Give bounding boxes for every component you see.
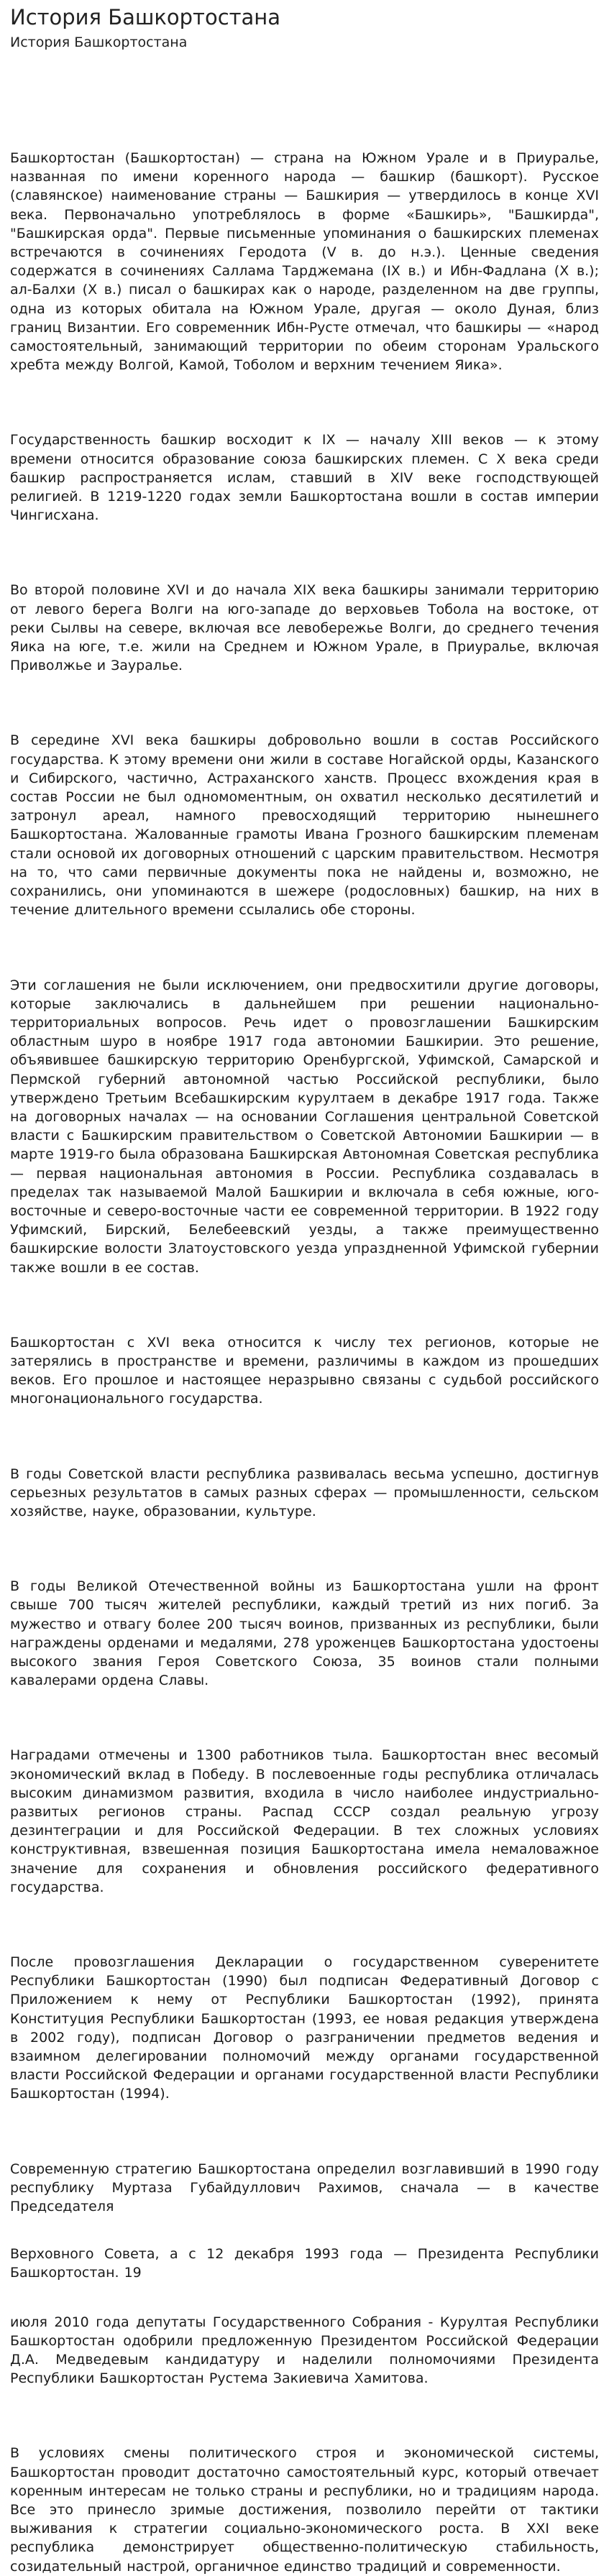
page-title: История Башкортостана xyxy=(10,5,281,29)
paragraph-strategy: Современную стратегию Башкортостана определил возглавивший в 1990 году республику Муртаза Губайдуллович Рахимов, сначала — в качестве Председателя xyxy=(10,2161,599,2215)
paragraph-soviet-period: В годы Советской власти республика развивалась весьма успешно, достигнув серьезных результатов в самых разных сферах — промышленности, сельском хозяйстве, науке, образовании, культуре. xyxy=(10,1466,599,1519)
paragraph-autonomy: Эти соглашения не были исключением, они предвосхитили другие договоры, которые заключались в дальнейшем при решении национально-территориальных вопросов. Речь идет о провозглашении Башкирским областным шуро в ноябре 1917 года автономии Башкирии. Это решение, объявившее башкирскую территорию Оренбургской, Уфимской, Самарской и Пермской губерний автономной частью Российской республики, было утверждено Третьим Всебашкирским курултаем в декабре 1917 года. Также на договорных началах — на основании Соглашения центральной Советской власти с Башкирским правительством о Советской Автономии Башкирии — в марте 1919-го была образована Башкирская Автономная Советская республика — первая национальная автономия в России. Республика создавалась в пределах так называемой Малой Башкирии и включала в себя южные, юго-восточные и северо-восточные части ее современной территории. В 1922 году Уфимский, Бирский, Белебеевский уезды, а также преимущественно башкирские волости Златоустовского уезда упраздненной Уфимской губернии также вошли в ее состав. xyxy=(10,977,599,1276)
paragraph-intro: Башкортостан (Башкортостан) — страна на Южном Урале и в Приуралье, названная по имени коренного народа — башкир (башкорт). Русское (славянское) наименование страны — Башкирия — утвердилось в конце XVI века. Первоначально употреблялось в форме «Башкирь», "Башкирда", "Башкирская орда". Первые письменные упоминания о башкирских племенах встречаются в сочинениях Геродота (V в. до н.э.). Ценные сведения содержатся в сочинениях Саллама Тарджемана (IX в.) и Ибн-Фадлана (X в.); ал-Балхи (X в.) писал о башкирах как о народе, разделенном на две группы, одна из которых обитала на Южном Урале, другая — около Дуная, близ границ Византии. Его современник Ибн-Русте отмечал, что башкиры — «народ самостоятельный, занимающий территории по обеим сторонам Уральского хребта между Волгой, Камой, Тоболом и верхним течением Яика». xyxy=(10,150,599,374)
page-subtitle: История Башкортостана xyxy=(10,34,188,50)
paragraph-president: Верховного Совета, а с 12 декабря 1993 года — Президента Республики Башкортостан. 19 xyxy=(10,2246,599,2281)
paragraph-joining-russia: В середине XVI века башкиры добровольно вошли в состав Российского государства. К этому времени они жили в составе Ногайской орды, Казанского и Сибирского, частично, Астраханского ханств. Процесс вхождения края в состав России не был одномоментным, он охватил несколько десятилетий и затронул ареал, намного превосходящий территорию нынешнего Башкортостана. Жалованные грамоты Ивана Грозного башкирским племенам стали основой их договорных отношений с царским правительством. Несмотря на то, что сами первичные документы пока не найдены и, возможно, не сохранились, они упоминаются в шежере (родословных) башкир, на них в течение длительного времени ссылались обе стороны. xyxy=(10,732,599,919)
paragraph-2010: июля 2010 года депутаты Государственного Собрания - Курултая Республики Башкортостан одобрили предложенную Президентом Российской Федерации Д.А. Медведевым кандидатуру и наделили полномочиями Президента Республики Башкортостан Рустема Закиевича Хамитова. xyxy=(10,2314,599,2387)
paragraph-territory: Во второй половине XVI и до начала XIX века башкиры занимали территорию от левого берега Волги на юго-западе до верховьев Тобола на востоке, от реки Сылвы на севере, включая все левобережье Волги, до среднего течения Яика на юге, т.е. жили на Среднем и Южном Урале, в Приуралье, включая Приволжье и Зауралье. xyxy=(10,582,599,674)
paragraph-statehood: Государственность башкир восходит к IX — началу XIII веков — к этому времени относится образование союза башкирских племен. С X века среди башкир распространяется ислам, ставший в XIV веке господствующей религией. В 1219-1220 годах земли Башкортостана вошли в состав империи Чингисхана. xyxy=(10,432,599,524)
paragraph-great-patriotic-war: В годы Великой Отечественной войны из Башкортостана ушли на фронт свыше 700 тысяч жителей республики, каждый третий из них погиб. За мужество и отвагу более 200 тысяч воинов, призванных из республики, были награждены орденами и медалями, 278 уроженцев Башкортостана удостоены высокого звания Героя Советского Союза, 35 воинов стали полными кавалерами ордена Славы. xyxy=(10,1578,599,1689)
paragraph-history-continuity: Башкортостан с XVI века относится к числу тех регионов, которые не затерялись в пространстве и времени, различимы в каждом из прошедших веков. Его прошлое и настоящее неразрывно связаны с судьбой российского многонационального государства. xyxy=(10,1334,599,1407)
paragraph-modern-course: В условиях смены политического строя и экономической системы, Башкортостан проводит достаточно самостоятельный курс, который отвечает коренным интересам не только страны и республики, но и традициям народа. Все это принесло зримые достижения, позволило перейти от тактики выживания к стратегии социально-экономического роста. В XXI веке республика демонстрирует общественно-политическую стабильность, созидательный настрой, органичное единство традиций и современности. xyxy=(10,2445,599,2575)
article-body xyxy=(10,149,599,2576)
paragraph-sovereignty: После провозглашения Декларации о государственном суверенитете Республики Башкортостан (1990) был подписан Федеративный Договор с Приложением к нему от Республики Башкортостан (1992), принята Конституция Республики Башкортостан (1993, ее новая редакция утверждена в 2002 году), подписан Договор о разграничении предметов ведения и взаимном делегировании полномочий между органами государственной власти Российской Федерации и органами государственной власти Республики Башкортостан (1994). xyxy=(10,1954,599,2102)
paragraph-postwar: Наградами отмечены и 1300 работников тыла. Башкортостан внес весомый экономический вклад в Победу. В послевоенные годы республика отличалась высоким динамизмом развития, входила в число наиболее индустриально-развитых регионов страны. Распад СССР создал реальную угрозу дезинтеграции и для Российской Федерации. В тех сложных условиях конструктивная, взвешенная позиция Башкортостана имела немаловажное значение для сохранения и обновления российского федеративного государства. xyxy=(10,1747,599,1895)
